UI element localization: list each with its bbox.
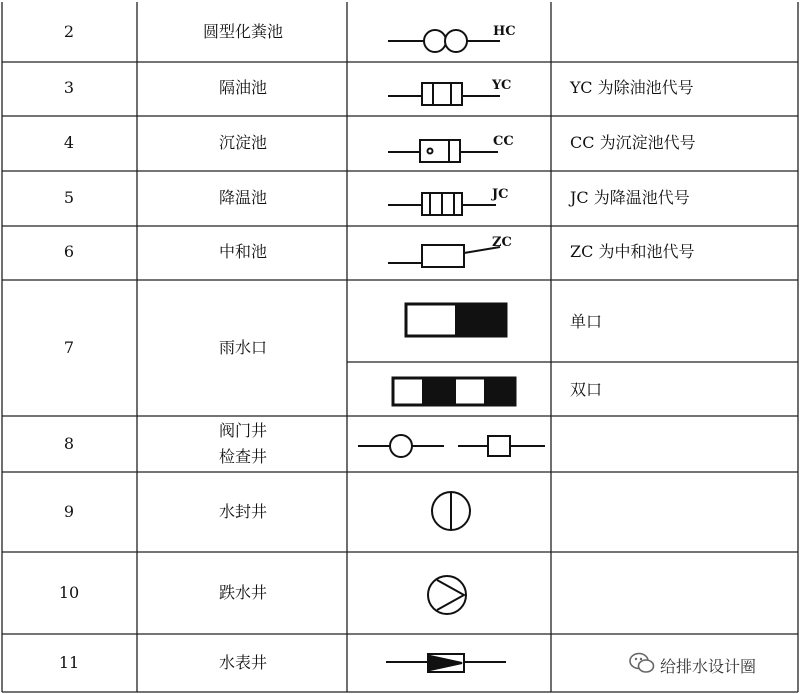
row-number: 7: [63, 338, 75, 357]
row-number: 6: [63, 242, 75, 261]
wechat-icon: [628, 651, 656, 675]
septic-tank-symbol: [388, 30, 500, 52]
row-number: 9: [63, 502, 75, 521]
code-label: YC: [492, 78, 512, 93]
item-name: 跌水井: [218, 583, 267, 602]
item-note: 双口: [570, 380, 603, 399]
rain-inlet-single-symbol: [406, 304, 506, 336]
cooling-tank-symbol: [388, 193, 496, 215]
inspection-well-symbol: [458, 436, 545, 456]
code-label: HC: [493, 24, 516, 39]
item-name: 阀门井: [218, 421, 267, 440]
item-name: 中和池: [218, 242, 267, 261]
item-name: 隔油池: [218, 78, 267, 97]
code-label: JC: [492, 187, 509, 202]
valve-well-symbol: [358, 435, 444, 457]
watermark-text: 给排水设计圈: [660, 657, 757, 676]
item-name: 雨水口: [218, 338, 267, 357]
row-number: 10: [58, 583, 80, 602]
code-label: CC: [493, 134, 514, 149]
item-name: 水封井: [218, 502, 267, 521]
water-seal-well-symbol: [432, 492, 470, 530]
rain-inlet-double-symbol: [393, 378, 515, 405]
item-name: 降温池: [218, 188, 267, 207]
item-note: ZC 为中和池代号: [570, 242, 695, 261]
drop-well-symbol: [428, 576, 466, 614]
item-name: 圆型化粪池: [202, 22, 283, 41]
row-number: 3: [63, 78, 75, 97]
item-note: YC 为除油池代号: [570, 78, 694, 97]
grease-trap-symbol: [388, 83, 500, 105]
row-number: 5: [63, 188, 75, 207]
item-note: 单口: [570, 312, 603, 331]
item-name: 沉淀池: [218, 133, 267, 152]
row-number: 4: [63, 133, 75, 152]
item-name: 水表井: [218, 653, 267, 672]
item-note: CC 为沉淀池代号: [570, 133, 696, 152]
row-number: 11: [58, 653, 80, 672]
row-number: 2: [63, 22, 75, 41]
water-meter-well-symbol: [386, 654, 506, 672]
item-note: JC 为降温池代号: [570, 188, 690, 207]
row-number: 8: [63, 434, 75, 453]
code-label: ZC: [492, 235, 512, 250]
neutralization-tank-symbol: [388, 245, 500, 267]
sedimentation-tank-symbol: [388, 140, 498, 162]
item-name: 检查井: [218, 447, 267, 466]
